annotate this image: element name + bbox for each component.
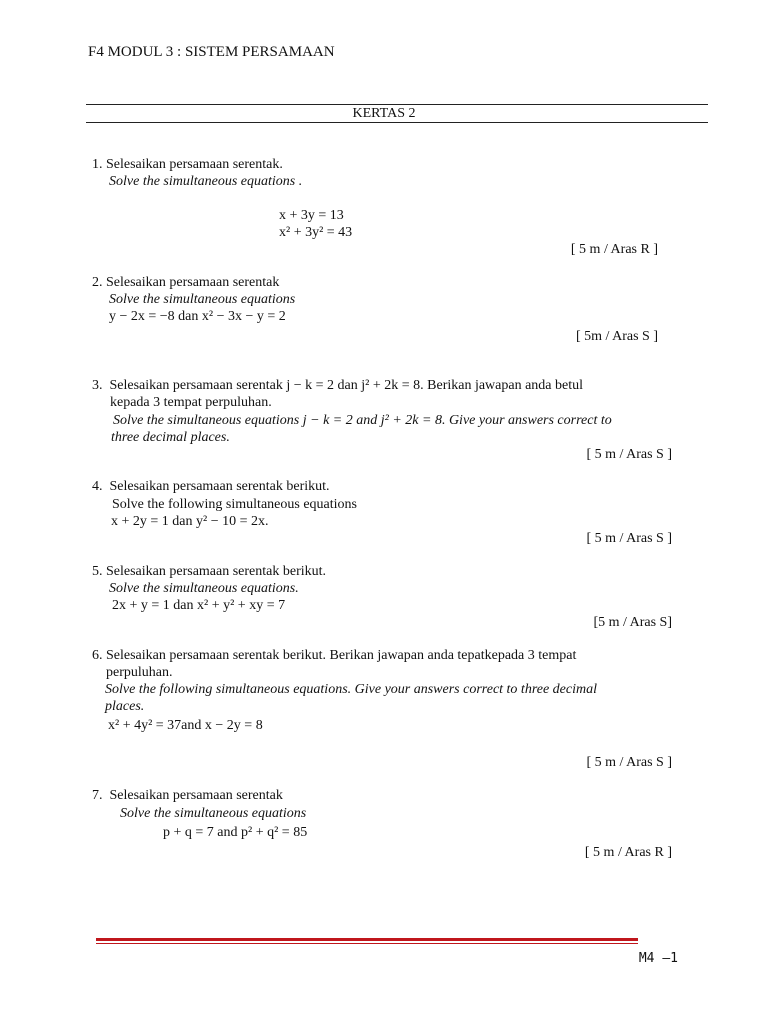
question-number: 1. [92, 157, 103, 172]
question-english: Solve the simultaneous equations. [109, 581, 299, 596]
equation: p + q = 7 and p² + q² = 85 [163, 825, 308, 840]
question-malay: Selesaikan persamaan serentak. [106, 157, 283, 172]
equation: x + 2y = 1 dan y² − 10 = 2x. [111, 514, 269, 529]
equation: y − 2x = −8 dan x² − 3x − y = 2 [109, 309, 286, 324]
header-rule-bottom [86, 122, 708, 123]
question-english: Solve the following simultaneous equations [112, 497, 357, 512]
question-malay-line-2: perpuluhan. [106, 665, 173, 680]
question-english-line-1: Solve the simultaneous equations j − k = 2 and j² + 2k = 8. Give your answers correct to [113, 413, 612, 428]
marks-label: [ 5 m / Aras S ] [586, 531, 672, 546]
footer-rule-thin [96, 943, 638, 944]
footer-rule-thick [96, 938, 638, 941]
question-number: 6. [92, 648, 103, 663]
question-malay: Selesaikan persamaan serentak [109, 788, 283, 803]
question-english: Solve the simultaneous equations [109, 292, 296, 307]
equation: x² + 4y² = 37and x − 2y = 8 [108, 718, 263, 733]
marks-label: [ 5 m / Aras S ] [586, 447, 672, 462]
question-malay: Selesaikan persamaan serentak berikut. [106, 564, 327, 579]
marks-label: [ 5 m / Aras R ] [584, 845, 672, 860]
question-malay-line-1: Selesaikan persamaan serentak j − k = 2 dan j² + 2k = 8. Berikan jawapan anda betul [109, 378, 584, 393]
question-english-line-2: three decimal places. [111, 430, 230, 445]
marks-label: [5 m / Aras S] [593, 615, 672, 630]
page-number: M4 –1 [638, 951, 678, 966]
marks-label: [ 5m / Aras S ] [575, 329, 658, 344]
question-english: Solve the simultaneous equations [120, 806, 307, 821]
marks-label: [ 5 m / Aras S ] [586, 755, 672, 770]
question-number: 7. [92, 788, 103, 803]
question-number: 5. [92, 564, 103, 579]
question-malay-line-2: kepada 3 tempat perpuluhan. [110, 395, 272, 410]
question-number: 3. [92, 378, 103, 393]
question-english: Solve the simultaneous equations . [109, 174, 303, 189]
question-english-line-1: Solve the following simultaneous equations. Give your answers correct to three decimal [105, 682, 597, 697]
question-malay: Selesaikan persamaan serentak berikut. [109, 479, 330, 494]
equation-2: x² + 3y² = 43 [279, 225, 353, 240]
question-malay-line-1: Selesaikan persamaan serentak berikut. Berikan jawapan anda tepatkepada 3 tempat [106, 648, 577, 663]
question-number: 4. [92, 479, 103, 494]
equation: 2x + y = 1 dan x² + y² + xy = 7 [112, 598, 286, 613]
question-malay: Selesaikan persamaan serentak [106, 275, 280, 290]
marks-label: [ 5 m / Aras R ] [570, 242, 658, 257]
page-header-title: F4 MODUL 3 : SISTEM PERSAMAAN [88, 44, 335, 60]
equation-1: x + 3y = 13 [279, 208, 344, 223]
section-title: KERTAS 2 [352, 106, 416, 121]
question-english-line-2: places. [105, 699, 145, 714]
question-number: 2. [92, 275, 103, 290]
